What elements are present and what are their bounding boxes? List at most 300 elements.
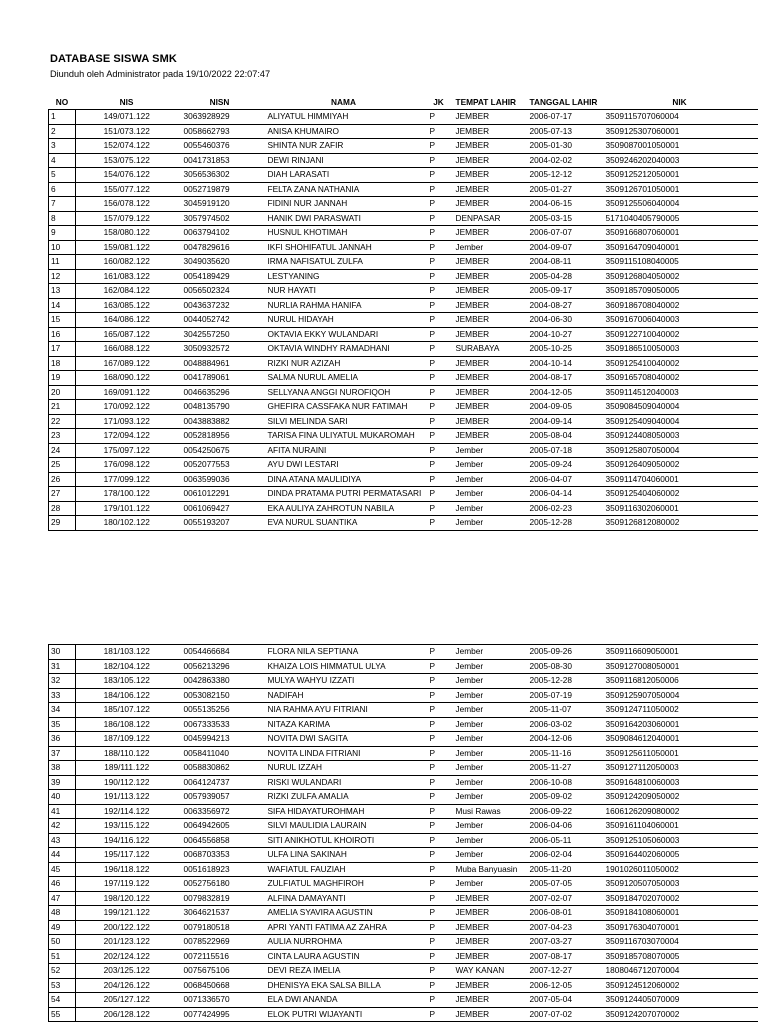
cell-tempat-lahir: JEMBER [452, 153, 526, 168]
column-header-nisn: NISN [178, 96, 262, 110]
table-row [49, 255, 758, 270]
cell-nama: DINDA PRATAMA PUTRI PERMATASARI [262, 487, 426, 502]
cell-tanggal-lahir: 2007-03-27 [526, 935, 602, 950]
cell-nama: EKA AULIYA ZAHROTUN NABILA [262, 501, 426, 516]
cell-jk: P [426, 342, 452, 357]
table-row [49, 284, 758, 299]
cell-tanggal-lahir: 2007-07-02 [526, 1007, 602, 1022]
cell-nik: 3509176304070001 [602, 920, 758, 935]
cell-nik: 3509115108040005 [602, 255, 758, 270]
cell-tempat-lahir: Jember [452, 732, 526, 747]
cell-jk: P [426, 124, 452, 139]
table-row [49, 269, 758, 284]
cell-nis: 203/125.122 [76, 964, 178, 979]
cell-tanggal-lahir: 2004-12-05 [526, 385, 602, 400]
cell-nis: 175/097.122 [76, 443, 178, 458]
cell-nama: GHEFIRA CASSFAKA NUR FATIMAH [262, 400, 426, 415]
cell-no: 3 [49, 139, 76, 154]
cell-tanggal-lahir: 2007-12-27 [526, 964, 602, 979]
cell-nik: 3509125611050001 [602, 746, 758, 761]
cell-no: 7 [49, 197, 76, 212]
cell-tempat-lahir: DENPASAR [452, 211, 526, 226]
cell-jk: P [426, 891, 452, 906]
table-row [49, 458, 758, 473]
cell-nama: HANIK DWI PARASWATI [262, 211, 426, 226]
cell-nama: ZULFIATUL MAGHFIROH [262, 877, 426, 892]
cell-nisn: 0052756180 [178, 877, 262, 892]
cell-nama: SILVI MELINDA SARI [262, 414, 426, 429]
cell-nis: 156/078.122 [76, 197, 178, 212]
cell-no: 2 [49, 124, 76, 139]
table-row [49, 645, 758, 660]
cell-no: 27 [49, 487, 76, 502]
cell-tanggal-lahir: 2006-09-22 [526, 804, 602, 819]
table-row [49, 516, 758, 531]
cell-tempat-lahir: Jember [452, 717, 526, 732]
cell-nik: 3509125404060002 [602, 487, 758, 502]
cell-tempat-lahir: JEMBER [452, 935, 526, 950]
cell-tanggal-lahir: 2005-08-04 [526, 429, 602, 444]
cell-nis: 177/099.122 [76, 472, 178, 487]
column-header-nama: NAMA [262, 96, 426, 110]
cell-nisn: 0077424995 [178, 1007, 262, 1022]
cell-tempat-lahir: JEMBER [452, 226, 526, 241]
cell-jk: P [426, 920, 452, 935]
cell-nisn: 3042557250 [178, 327, 262, 342]
cell-nama: RIZKI ZULFA AMALIA [262, 790, 426, 805]
cell-nis: 153/075.122 [76, 153, 178, 168]
cell-nik: 3509122710040002 [602, 327, 758, 342]
cell-tempat-lahir: Jember [452, 443, 526, 458]
cell-nik: 1808046712070004 [602, 964, 758, 979]
cell-no: 36 [49, 732, 76, 747]
cell-nik: 3509164810060003 [602, 775, 758, 790]
cell-nis: 154/076.122 [76, 168, 178, 183]
cell-nama: ELOK PUTRI WIJAYANTI [262, 1007, 426, 1022]
cell-nisn: 0058411040 [178, 746, 262, 761]
cell-tanggal-lahir: 2005-03-15 [526, 211, 602, 226]
cell-nis: 181/103.122 [76, 645, 178, 660]
cell-jk: P [426, 978, 452, 993]
cell-nik: 3509164203060001 [602, 717, 758, 732]
cell-nama: DIAH LARASATI [262, 168, 426, 183]
cell-no: 18 [49, 356, 76, 371]
cell-tempat-lahir: JEMBER [452, 269, 526, 284]
cell-tanggal-lahir: 2004-08-17 [526, 371, 602, 386]
cell-tempat-lahir: JEMBER [452, 400, 526, 415]
cell-nisn: 0078522969 [178, 935, 262, 950]
cell-tempat-lahir: JEMBER [452, 255, 526, 270]
cell-nik: 3509125307060001 [602, 124, 758, 139]
cell-nis: 196/118.122 [76, 862, 178, 877]
cell-nik: 1901026011050002 [602, 862, 758, 877]
cell-tanggal-lahir: 2005-01-27 [526, 182, 602, 197]
cell-nis: 194/116.122 [76, 833, 178, 848]
cell-nama: KHAIZA LOIS HIMMATUL ULYA [262, 659, 426, 674]
cell-nik: 3509184108060001 [602, 906, 758, 921]
cell-tempat-lahir: Jember [452, 487, 526, 502]
cell-nik: 3509125105060003 [602, 833, 758, 848]
cell-nama: DHENISYA EKA SALSA BILLA [262, 978, 426, 993]
cell-nama: RIZKI NUR AZIZAH [262, 356, 426, 371]
cell-nama: SILVI MAULIDIA LAURAIN [262, 819, 426, 834]
cell-nik: 3509087001050001 [602, 139, 758, 154]
cell-nisn: 0044052742 [178, 313, 262, 328]
table-row [49, 472, 758, 487]
cell-tempat-lahir: JEMBER [452, 993, 526, 1008]
cell-no: 44 [49, 848, 76, 863]
cell-nama: EVA NURUL SUANTIKA [262, 516, 426, 531]
cell-jk: P [426, 429, 452, 444]
table-row [49, 240, 758, 255]
table-row [49, 429, 758, 444]
table-row [49, 139, 758, 154]
cell-nama: IKFI SHOHIFATUL JANNAH [262, 240, 426, 255]
table-row [49, 964, 758, 979]
cell-tanggal-lahir: 2007-04-23 [526, 920, 602, 935]
cell-nis: 170/092.122 [76, 400, 178, 415]
cell-no: 15 [49, 313, 76, 328]
table-row [49, 110, 758, 125]
cell-nama: ALFINA DAMAYANTI [262, 891, 426, 906]
cell-nis: 164/086.122 [76, 313, 178, 328]
cell-nama: LESTYANING [262, 269, 426, 284]
cell-no: 21 [49, 400, 76, 415]
cell-nik: 3509125409040004 [602, 414, 758, 429]
cell-no: 12 [49, 269, 76, 284]
table-row [49, 935, 758, 950]
cell-tempat-lahir: Jember [452, 877, 526, 892]
cell-tempat-lahir: Jember [452, 240, 526, 255]
cell-nama: FLORA NILA SEPTIANA [262, 645, 426, 660]
cell-nik: 3509124209050002 [602, 790, 758, 805]
cell-tanggal-lahir: 2006-08-01 [526, 906, 602, 921]
cell-nis: 206/128.122 [76, 1007, 178, 1022]
cell-nisn: 0056213296 [178, 659, 262, 674]
cell-nisn: 0063356972 [178, 804, 262, 819]
table-row [49, 688, 758, 703]
cell-nama: SALMA NURUL AMELIA [262, 371, 426, 386]
cell-nama: NUR HAYATI [262, 284, 426, 299]
table-row [49, 717, 758, 732]
cell-nama: HUSNUL KHOTIMAH [262, 226, 426, 241]
student-table-page-2 [48, 644, 758, 1022]
cell-tanggal-lahir: 2005-09-17 [526, 284, 602, 299]
column-header-tanggal-lahir: TANGGAL LAHIR [526, 96, 602, 110]
cell-nama: OKTAVIA WINDHY RAMADHANI [262, 342, 426, 357]
table-row [49, 906, 758, 921]
cell-nis: 197/119.122 [76, 877, 178, 892]
cell-tempat-lahir: JEMBER [452, 168, 526, 183]
cell-nis: 157/079.122 [76, 211, 178, 226]
cell-no: 17 [49, 342, 76, 357]
cell-jk: P [426, 964, 452, 979]
cell-nik: 3509164709040001 [602, 240, 758, 255]
cell-nik: 3509084509040004 [602, 400, 758, 415]
cell-nama: ANISA KHUMAIRO [262, 124, 426, 139]
cell-tanggal-lahir: 2006-07-07 [526, 226, 602, 241]
cell-nisn: 3057974502 [178, 211, 262, 226]
cell-nisn: 0068450668 [178, 978, 262, 993]
cell-no: 29 [49, 516, 76, 531]
cell-tanggal-lahir: 2006-02-23 [526, 501, 602, 516]
cell-nama: FIDINI NUR JANNAH [262, 197, 426, 212]
cell-nis: 168/090.122 [76, 371, 178, 386]
cell-nisn: 3049035620 [178, 255, 262, 270]
cell-jk: P [426, 804, 452, 819]
cell-nama: IRMA NAFISATUL ZULFA [262, 255, 426, 270]
cell-tanggal-lahir: 2005-10-25 [526, 342, 602, 357]
table-row [49, 168, 758, 183]
table-row [49, 414, 758, 429]
cell-nis: 176/098.122 [76, 458, 178, 473]
cell-nik: 3609186708040002 [602, 298, 758, 313]
cell-tanggal-lahir: 2004-12-06 [526, 732, 602, 747]
cell-tanggal-lahir: 2005-12-28 [526, 674, 602, 689]
cell-nis: 204/126.122 [76, 978, 178, 993]
table-row [49, 443, 758, 458]
cell-nisn: 0048884961 [178, 356, 262, 371]
cell-tempat-lahir: WAY KANAN [452, 964, 526, 979]
column-header-nis: NIS [76, 96, 178, 110]
cell-nama: ALIYATUL HIMMIYAH [262, 110, 426, 125]
cell-nis: 199/121.122 [76, 906, 178, 921]
cell-nisn: 0052719879 [178, 182, 262, 197]
cell-tempat-lahir: Jember [452, 790, 526, 805]
cell-nama: NURUL HIDAYAH [262, 313, 426, 328]
cell-nis: 193/115.122 [76, 819, 178, 834]
cell-nama: AMELIA SYAVIRA AGUSTIN [262, 906, 426, 921]
cell-tanggal-lahir: 2006-10-08 [526, 775, 602, 790]
cell-nis: 169/091.122 [76, 385, 178, 400]
table-row [49, 1007, 758, 1022]
cell-nama: NOVITA DWI SAGITA [262, 732, 426, 747]
cell-tempat-lahir: Jember [452, 833, 526, 848]
cell-nisn: 3050932572 [178, 342, 262, 357]
cell-nama: APRI YANTI FATIMA AZ ZAHRA [262, 920, 426, 935]
cell-jk: P [426, 356, 452, 371]
cell-nik: 3509186510050003 [602, 342, 758, 357]
cell-nisn: 0041731853 [178, 153, 262, 168]
cell-nisn: 0043883882 [178, 414, 262, 429]
table-row [49, 819, 758, 834]
cell-tanggal-lahir: 2006-12-05 [526, 978, 602, 993]
cell-nama: ULFA LINA SAKINAH [262, 848, 426, 863]
document-title: DATABASE SISWA SMK [50, 53, 177, 65]
cell-nik: 3509114704060001 [602, 472, 758, 487]
cell-jk: P [426, 501, 452, 516]
cell-no: 20 [49, 385, 76, 400]
cell-tanggal-lahir: 2004-02-02 [526, 153, 602, 168]
cell-nik: 3509116812050006 [602, 674, 758, 689]
cell-nik: 3509125212050001 [602, 168, 758, 183]
cell-jk: P [426, 269, 452, 284]
cell-nik: 3509124207070002 [602, 1007, 758, 1022]
cell-nis: 165/087.122 [76, 327, 178, 342]
cell-tanggal-lahir: 2006-04-14 [526, 487, 602, 502]
cell-jk: P [426, 400, 452, 415]
table-row [49, 313, 758, 328]
cell-nis: 189/111.122 [76, 761, 178, 776]
cell-nisn: 3056536302 [178, 168, 262, 183]
cell-no: 25 [49, 458, 76, 473]
column-header-no: NO [49, 96, 76, 110]
cell-jk: P [426, 327, 452, 342]
cell-tempat-lahir: JEMBER [452, 110, 526, 125]
cell-tempat-lahir: Jember [452, 848, 526, 863]
cell-jk: P [426, 833, 452, 848]
table-row [49, 226, 758, 241]
cell-jk: P [426, 645, 452, 660]
cell-nama: ELA DWI ANANDA [262, 993, 426, 1008]
table-row [49, 385, 758, 400]
cell-jk: P [426, 182, 452, 197]
cell-nama: DINA ATANA MAULIDIYA [262, 472, 426, 487]
cell-no: 49 [49, 920, 76, 935]
cell-tempat-lahir: Muba Banyuasin [452, 862, 526, 877]
cell-tempat-lahir: Jember [452, 761, 526, 776]
table-row [49, 848, 758, 863]
table-row [49, 487, 758, 502]
cell-nisn: 0048135790 [178, 400, 262, 415]
cell-no: 38 [49, 761, 76, 776]
cell-nik: 3509120507050003 [602, 877, 758, 892]
table-row [49, 703, 758, 718]
cell-nis: 190/112.122 [76, 775, 178, 790]
cell-tanggal-lahir: 2005-01-30 [526, 139, 602, 154]
cell-nis: 188/110.122 [76, 746, 178, 761]
cell-no: 35 [49, 717, 76, 732]
cell-jk: P [426, 848, 452, 863]
cell-tempat-lahir: Jember [452, 674, 526, 689]
cell-jk: P [426, 877, 452, 892]
cell-tempat-lahir: JEMBER [452, 124, 526, 139]
cell-no: 23 [49, 429, 76, 444]
cell-nama: SIFA HIDAYATUROHMAH [262, 804, 426, 819]
cell-nis: 201/123.122 [76, 935, 178, 950]
cell-no: 33 [49, 688, 76, 703]
cell-nis: 152/074.122 [76, 139, 178, 154]
cell-nik: 3509184702070002 [602, 891, 758, 906]
cell-nisn: 0046635296 [178, 385, 262, 400]
cell-nis: 179/101.122 [76, 501, 178, 516]
cell-nisn: 0054466684 [178, 645, 262, 660]
cell-jk: P [426, 153, 452, 168]
cell-tanggal-lahir: 2004-09-07 [526, 240, 602, 255]
cell-nama: AYU DWI LESTARI [262, 458, 426, 473]
cell-nik: 3509084612040001 [602, 732, 758, 747]
cell-nisn: 3064621537 [178, 906, 262, 921]
cell-tanggal-lahir: 2004-08-11 [526, 255, 602, 270]
cell-tempat-lahir: Jember [452, 472, 526, 487]
table-row [49, 891, 758, 906]
cell-nisn: 0041789061 [178, 371, 262, 386]
cell-tanggal-lahir: 2004-10-27 [526, 327, 602, 342]
cell-tempat-lahir: JEMBER [452, 197, 526, 212]
cell-nama: DEWI RINJANI [262, 153, 426, 168]
cell-tempat-lahir: JEMBER [452, 906, 526, 921]
cell-jk: P [426, 659, 452, 674]
cell-nik: 3509124711050002 [602, 703, 758, 718]
cell-tempat-lahir: Jember [452, 688, 526, 703]
cell-nis: 205/127.122 [76, 993, 178, 1008]
cell-nis: 198/120.122 [76, 891, 178, 906]
cell-nama: AULIA NURROHMA [262, 935, 426, 950]
cell-nama: AFITA NURAINI [262, 443, 426, 458]
cell-nik: 3509126409050002 [602, 458, 758, 473]
cell-jk: P [426, 1007, 452, 1022]
cell-no: 52 [49, 964, 76, 979]
cell-nis: 163/085.122 [76, 298, 178, 313]
cell-nama: NIA RAHMA AYU FITRIANI [262, 703, 426, 718]
table-row [49, 153, 758, 168]
cell-nama: SELLYANA ANGGI NUROFIQOH [262, 385, 426, 400]
cell-tempat-lahir: JEMBER [452, 139, 526, 154]
cell-jk: P [426, 168, 452, 183]
cell-nisn: 0047829616 [178, 240, 262, 255]
cell-tanggal-lahir: 2005-11-20 [526, 862, 602, 877]
cell-no: 39 [49, 775, 76, 790]
cell-jk: P [426, 284, 452, 299]
cell-tanggal-lahir: 2006-02-04 [526, 848, 602, 863]
cell-nisn: 0071336570 [178, 993, 262, 1008]
cell-nik: 3509164402060005 [602, 848, 758, 863]
cell-tempat-lahir: Jember [452, 659, 526, 674]
cell-nama: WAFIATUL FAUZIAH [262, 862, 426, 877]
table-row [49, 877, 758, 892]
cell-tempat-lahir: Jember [452, 501, 526, 516]
cell-jk: P [426, 211, 452, 226]
table-row [49, 501, 758, 516]
cell-tanggal-lahir: 2006-05-11 [526, 833, 602, 848]
cell-nik: 3509125506040004 [602, 197, 758, 212]
cell-nis: 151/073.122 [76, 124, 178, 139]
cell-tanggal-lahir: 2006-03-02 [526, 717, 602, 732]
cell-nis: 182/104.122 [76, 659, 178, 674]
cell-nama: NURLIA RAHMA HANIFA [262, 298, 426, 313]
cell-nis: 149/071.122 [76, 110, 178, 125]
cell-no: 51 [49, 949, 76, 964]
cell-jk: P [426, 298, 452, 313]
cell-tempat-lahir: JEMBER [452, 891, 526, 906]
cell-no: 19 [49, 371, 76, 386]
cell-tanggal-lahir: 2005-11-27 [526, 761, 602, 776]
cell-tempat-lahir: JEMBER [452, 1007, 526, 1022]
cell-no: 13 [49, 284, 76, 299]
cell-tanggal-lahir: 2004-10-14 [526, 356, 602, 371]
cell-tanggal-lahir: 2005-09-24 [526, 458, 602, 473]
cell-no: 26 [49, 472, 76, 487]
cell-jk: P [426, 746, 452, 761]
cell-tanggal-lahir: 2007-05-04 [526, 993, 602, 1008]
cell-tanggal-lahir: 2004-08-27 [526, 298, 602, 313]
cell-no: 42 [49, 819, 76, 834]
cell-nisn: 0063599036 [178, 472, 262, 487]
cell-tempat-lahir: Jember [452, 458, 526, 473]
cell-no: 22 [49, 414, 76, 429]
cell-tanggal-lahir: 2005-07-13 [526, 124, 602, 139]
cell-no: 48 [49, 906, 76, 921]
cell-nama: RISKI WULANDARI [262, 775, 426, 790]
cell-nama: CINTA LAURA AGUSTIN [262, 949, 426, 964]
cell-tempat-lahir: Jember [452, 746, 526, 761]
table-row [49, 949, 758, 964]
cell-nisn: 3045919120 [178, 197, 262, 212]
cell-no: 37 [49, 746, 76, 761]
cell-nis: 191/113.122 [76, 790, 178, 805]
cell-nik: 3509185709050005 [602, 284, 758, 299]
cell-no: 14 [49, 298, 76, 313]
